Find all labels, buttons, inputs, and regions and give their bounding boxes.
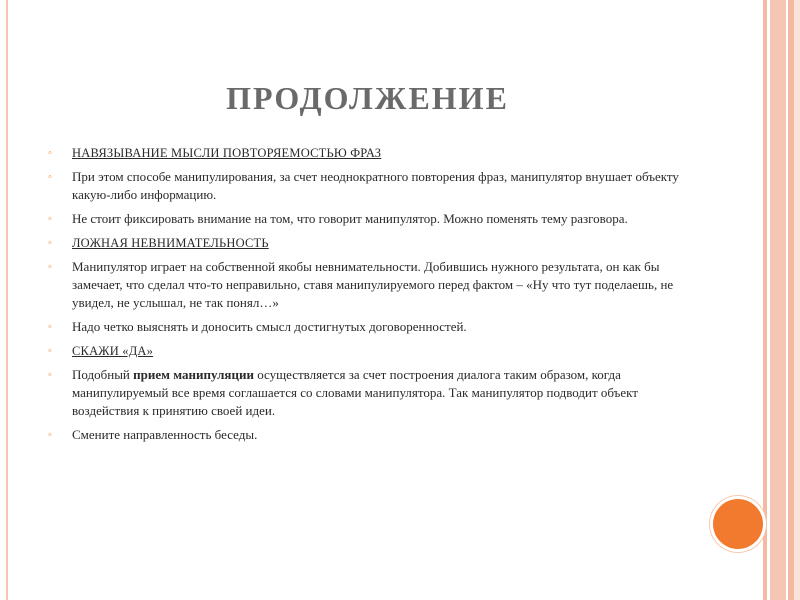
list-item-text-after: осуществляется за счет построения диалога таким образом, когда манипулируемый все время соглашается со словами манипулятора. Так манипулятор подводит объект воздействия к принятию своей идеи. <box>72 367 638 418</box>
list-item <box>48 234 698 252</box>
section-heading: НАВЯЗЫВАНИЕ МЫСЛИ ПОВТОРЯЕМОСТЬЮ ФРАЗ <box>72 146 382 160</box>
list-item <box>48 258 698 312</box>
list-item <box>48 426 698 444</box>
section-heading: ЛОЖНАЯ НЕВНИМАТЕЛЬНОСТЬ <box>72 236 269 250</box>
list-item-text: Не стоит фиксировать внимание на том, что говорит манипулятор. Можно поменять тему разговора. <box>72 211 628 226</box>
decorative-stripe <box>794 0 800 600</box>
bullet-icon: ◦ <box>48 429 52 441</box>
list-item <box>48 318 698 336</box>
bullet-list <box>48 144 698 450</box>
bullet-icon: ◦ <box>48 237 52 249</box>
orange-circle <box>713 499 763 549</box>
list-item-text: Надо четко выяснять и доносить смысл достигнутых договоренностей. <box>72 319 467 334</box>
bullet-icon: ◦ <box>48 261 52 273</box>
section-heading: СКАЖИ «ДА» <box>72 344 154 358</box>
list-item-text: Смените направленность беседы. <box>72 427 258 442</box>
list-item <box>48 168 698 204</box>
slide-title: ПРОДОЛЖЕНИЕ <box>226 80 509 116</box>
list-item-text-before: Подобный <box>72 367 134 382</box>
list-item-text: При этом способе манипулирования, за счет неоднократного повторения фраз, манипулятор внушает объекту какую-либо информацию. <box>72 169 679 202</box>
decorative-stripe <box>770 0 786 600</box>
list-item <box>48 144 698 162</box>
bullet-icon: ◦ <box>48 171 52 183</box>
list-item <box>48 342 698 360</box>
bullet-icon: ◦ <box>48 213 52 225</box>
list-item <box>48 210 698 228</box>
emphasis-text: прием манипуляции <box>133 367 254 382</box>
bullet-icon: ◦ <box>48 345 52 357</box>
bullet-icon: ◦ <box>48 369 52 381</box>
bullet-icon: ◦ <box>48 321 52 333</box>
list-item <box>48 366 698 420</box>
decorative-stripe <box>763 0 767 600</box>
bullet-icon: ◦ <box>48 147 52 159</box>
list-item-text: Манипулятор играет на собственной якобы невнимательности. Добившись нужного результата, он как бы замечает, что сделал что-то неправильно, ставя манипулируемого перед фактом – «Ну что тут поделаешь, не увидел, не услышал, не так понял…» <box>72 259 674 310</box>
